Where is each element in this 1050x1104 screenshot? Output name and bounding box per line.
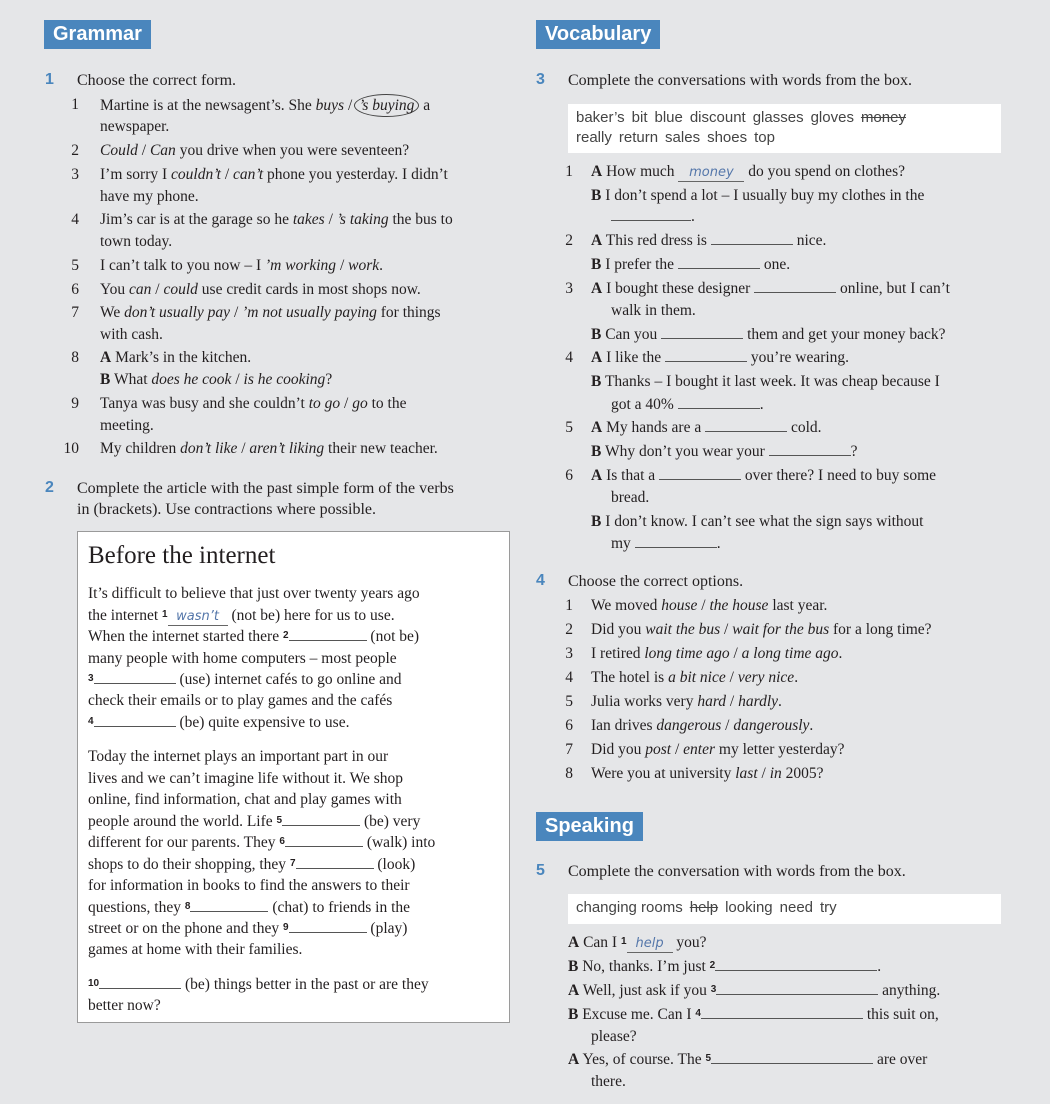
gap-example-answer[interactable]: money <box>678 166 744 182</box>
word-box-item: gloves <box>810 109 854 126</box>
option-2[interactable]: ’s taking <box>336 211 389 228</box>
exercise-5-instruction: Complete the conversation with words from the box. <box>568 863 906 880</box>
exercise-5-number: 5 <box>536 862 545 879</box>
word-box-item: top <box>754 129 775 146</box>
ex5-word-box <box>568 894 1001 924</box>
gap-7[interactable] <box>296 854 374 869</box>
article-line: When the internet started there $^2$ (not be) <box>88 628 420 645</box>
option-2[interactable]: in <box>769 765 782 782</box>
exercise-1-number: 1 <box>45 71 54 88</box>
article-line: $^3$ (use) internet cafés to go online and <box>88 671 402 688</box>
article-line: check their emails or to play games and the cafés <box>88 692 393 709</box>
item-number: 1 <box>71 96 79 113</box>
ex3-word-box <box>568 104 1001 153</box>
article-line: questions, they $^8$ (chat) to friends in the <box>88 899 411 916</box>
exercise-2-instruction: Complete the article with the past simple form of the verbs in (brackets). Use contractions where possible. <box>77 480 454 518</box>
option-1[interactable]: hard <box>697 693 727 710</box>
option-2-circled[interactable]: ’s buying <box>354 94 419 117</box>
option-1[interactable]: post <box>645 741 672 758</box>
gap[interactable] <box>678 254 760 269</box>
option-1[interactable]: dangerous <box>656 717 722 734</box>
word-box-item: try <box>820 899 837 916</box>
article-line: different for our parents. They $^6$ (walk) into <box>88 834 436 851</box>
word-box-item: shoes <box>707 129 748 146</box>
article-line: lives and we can’t imagine life without it. We shop <box>88 770 404 787</box>
word-box-item: looking <box>725 899 773 916</box>
option-1[interactable]: to go <box>308 395 341 412</box>
exercise-4-number: 4 <box>536 572 545 589</box>
option-2[interactable]: can’t <box>233 166 264 183</box>
option-1[interactable]: buys <box>315 97 345 114</box>
option-1[interactable]: don’t like <box>180 440 238 457</box>
option-1[interactable]: ’m working <box>265 257 337 274</box>
exercise-3-number: 3 <box>536 71 545 88</box>
gap[interactable] <box>701 1004 863 1019</box>
gap[interactable] <box>716 980 878 995</box>
option-2[interactable]: Can <box>149 142 176 159</box>
word-box-item: need <box>779 899 814 916</box>
article-line: many people with home computers – most people <box>88 650 397 667</box>
article-line: the internet $^1$ wasn’t (not be) here for us to use. <box>88 607 395 624</box>
gap-2[interactable] <box>289 626 367 641</box>
option-2[interactable]: ’m not usually paying <box>242 304 377 321</box>
option-2[interactable]: the house <box>709 597 769 614</box>
option-1[interactable]: couldn’t <box>171 166 221 183</box>
grammar-heading: Grammar <box>44 20 151 49</box>
article-box <box>77 531 510 1023</box>
gap[interactable] <box>711 1049 873 1064</box>
exercise-1-instruction: Choose the correct form. <box>77 72 237 89</box>
option-1[interactable]: house <box>661 597 698 614</box>
option-1[interactable]: takes <box>292 211 325 228</box>
vocabulary-heading: Vocabulary <box>536 20 660 49</box>
option-1[interactable]: a bit nice <box>668 669 726 686</box>
article-title: Before the internet <box>88 542 276 569</box>
option-2[interactable]: work <box>348 257 380 274</box>
option-2[interactable]: a long time ago <box>741 645 839 662</box>
option-2[interactable]: dangerously <box>733 717 810 734</box>
option-1[interactable]: last <box>735 765 758 782</box>
gap[interactable] <box>769 441 851 456</box>
gap[interactable] <box>611 206 691 221</box>
gap-4[interactable] <box>94 712 176 727</box>
gap-1-answer[interactable]: wasn’t <box>168 610 228 626</box>
article-line: $^{10}$ (be) things better in the past or are they <box>88 976 429 993</box>
article-line: shops to do their shopping, they $^7$ (look) <box>88 856 416 873</box>
article-line: people around the world. Life $^5$ (be) very <box>88 813 421 830</box>
option-1[interactable]: long time ago <box>644 645 730 662</box>
exercise-4-instruction: Choose the correct options. <box>568 573 744 590</box>
option-2[interactable]: could <box>163 281 198 298</box>
gap[interactable] <box>754 278 836 293</box>
option-2[interactable]: hardly <box>738 693 779 710</box>
article-line: online, find information, chat and play games with <box>88 791 402 808</box>
gap[interactable] <box>711 230 793 245</box>
option-2[interactable]: very nice <box>737 669 795 686</box>
gap-3[interactable] <box>94 669 176 684</box>
article-line: street or on the phone and they $^9$ (play) <box>88 920 408 937</box>
gap-9[interactable] <box>289 918 367 933</box>
article-line: $^4$ (be) quite expensive to use. <box>88 714 350 731</box>
word-box-item: really <box>576 129 612 146</box>
word-box-item: changing rooms <box>576 899 683 916</box>
word-box-item: baker’s <box>576 109 625 126</box>
gap[interactable] <box>659 465 741 480</box>
option-1[interactable]: can <box>129 281 152 298</box>
word-box-item: sales <box>665 129 701 146</box>
option-2[interactable]: aren’t liking <box>249 440 325 457</box>
article-line: for information in books to find the answers to their <box>88 877 410 894</box>
gap[interactable] <box>705 417 787 432</box>
option-1[interactable]: does he cook <box>151 371 232 388</box>
article-line: Today the internet plays an important part in our <box>88 748 389 765</box>
option-1[interactable]: wait the bus <box>645 621 721 638</box>
gap[interactable] <box>665 347 747 362</box>
gap-6[interactable] <box>285 832 363 847</box>
word-box-item: bit <box>631 109 648 126</box>
word-box-item: return <box>618 129 659 146</box>
option-2[interactable]: wait for the bus <box>732 621 830 638</box>
article-line: It’s difficult to believe that just over twenty years ago <box>88 585 420 602</box>
gap[interactable] <box>635 533 717 548</box>
exercise-2-number: 2 <box>45 479 54 496</box>
gap-8[interactable] <box>190 897 268 912</box>
article-line: better now? <box>88 997 161 1014</box>
speaking-heading: Speaking <box>536 812 643 841</box>
gap-10[interactable] <box>99 974 181 989</box>
article-line: games at home with their families. <box>88 941 303 958</box>
word-box-item-used: help <box>689 899 719 916</box>
option-2[interactable]: enter <box>683 741 716 758</box>
gap-5[interactable] <box>282 811 360 826</box>
option-1[interactable]: Could <box>100 142 138 159</box>
word-box-item: blue <box>654 109 683 126</box>
exercise-3-instruction: Complete the conversations with words from the box. <box>568 72 912 89</box>
word-box-item: glasses <box>752 109 804 126</box>
gap[interactable] <box>715 956 877 971</box>
gap-example-answer[interactable]: help <box>627 937 673 953</box>
word-box-item-used: money <box>860 109 906 126</box>
option-2[interactable]: is he cooking <box>243 371 326 388</box>
gap[interactable] <box>661 324 743 339</box>
word-box-item: discount <box>689 109 746 126</box>
option-2[interactable]: go <box>352 395 368 412</box>
option-1[interactable]: don’t usually pay <box>124 304 231 321</box>
gap[interactable] <box>678 394 760 409</box>
